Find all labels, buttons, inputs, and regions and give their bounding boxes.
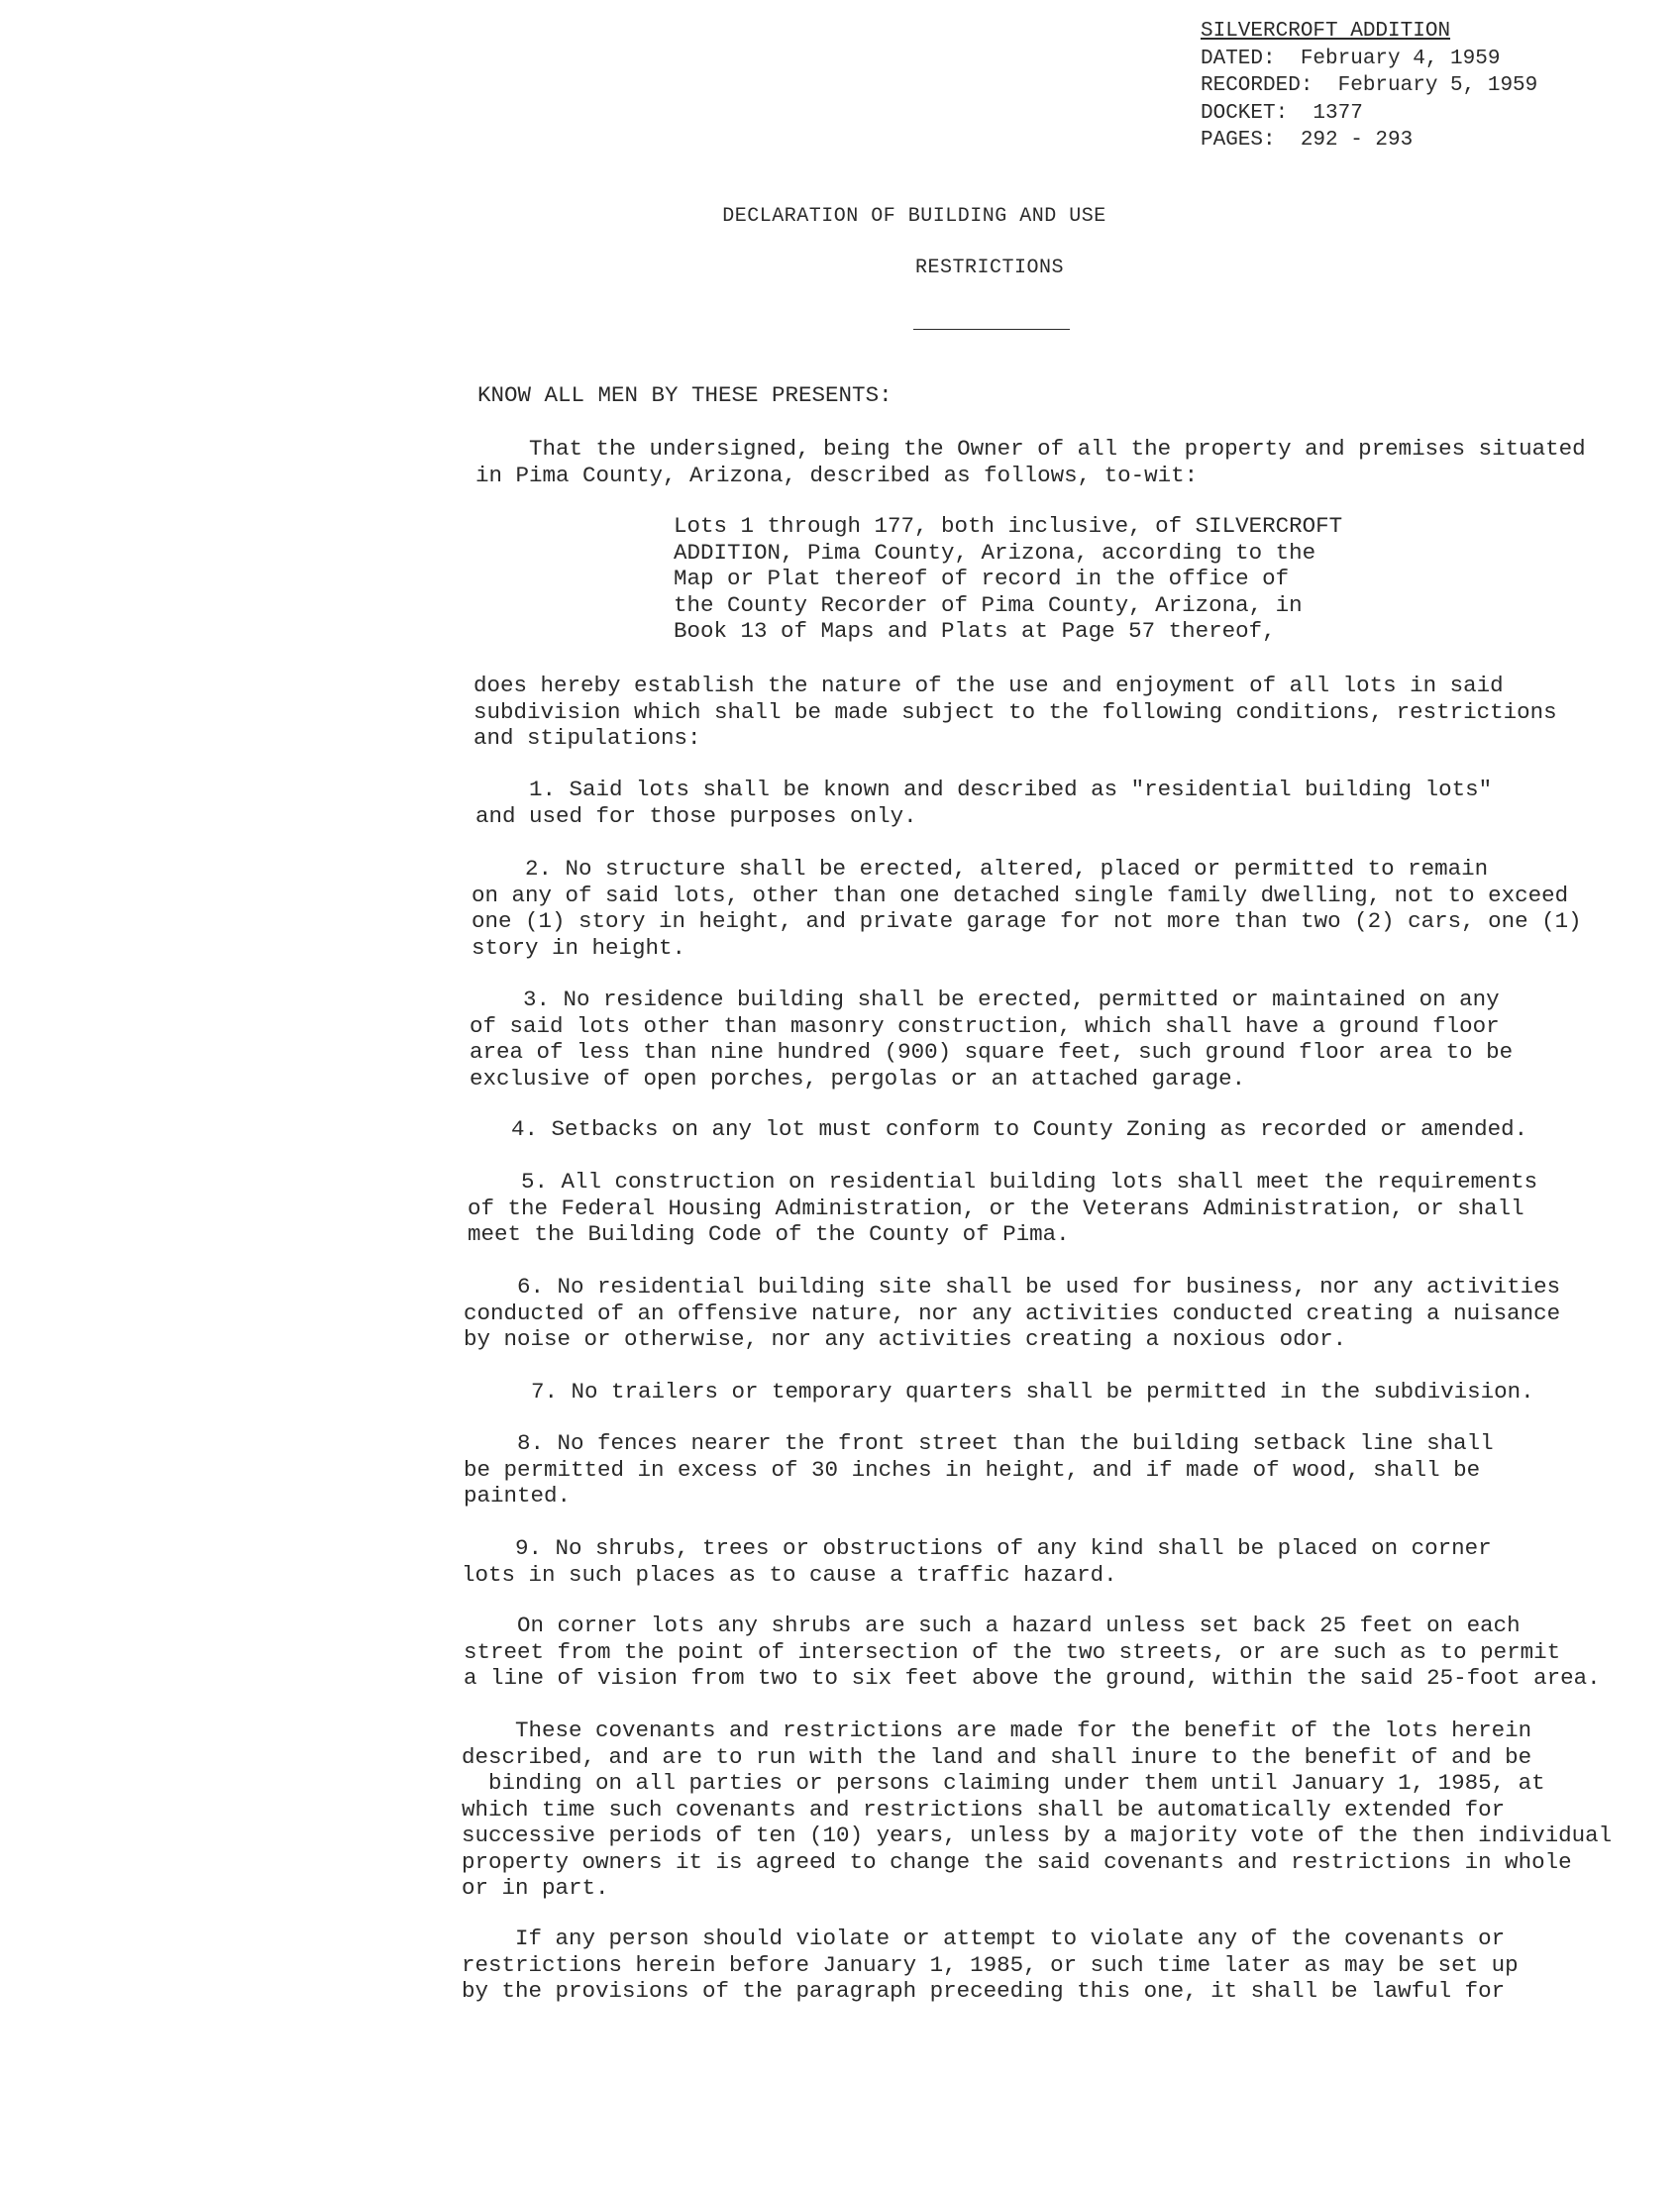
recording-header: [1201, 18, 1537, 155]
restriction-7: 7. No trailers or temporary quarters shall be permitted in the subdivision.: [531, 1379, 1534, 1405]
violation-paragraph: If any person should violate or attempt to violate any of the covenants or restrictions herein before January 1, 1985, or such time later as may be set up by the provisions of the paragraph preceeding this one, it shall be lawful for: [462, 1926, 1519, 2004]
covenants-paragraph: These covenants and restrictions are made for the benefit of the lots herein described, and are to run with the land and shall inure to the benefit of and be binding on all parties or persons claiming under them until January 1, 1985, at which time such covenants and restrictions shall be automatically extended for successive periods of ten (10) years, unless by a majority vote of the then individual property owners it is agreed to change the said covenants and restrictions in whole or in part.: [462, 1718, 1613, 1901]
intro-paragraph: That the undersigned, being the Owner of all the property and premises situated in Pima County, Arizona, described as follows, to-wit:: [475, 436, 1586, 488]
legal-description: Lots 1 through 177, both inclusive, of SILVERCROFT ADDITION, Pima County, Arizona, according to the Map or Plat thereof of record in the office of the County Recorder of Pima County, Arizona, in Book 13 of Maps and Plats at Page 57 thereof,: [674, 513, 1343, 644]
title-underline: [913, 329, 1070, 330]
restriction-8: 8. No fences nearer the front street than the building setback line shall be permitted in excess of 30 inches in height, and if made of wood, shall be painted.: [464, 1430, 1494, 1509]
subdivision-name: SILVERCROFT ADDITION: [1201, 20, 1451, 43]
restriction-9: 9. No shrubs, trees or obstructions of any kind shall be placed on corner lots in such places as to cause a traffic hazard.: [462, 1535, 1492, 1588]
restriction-2: 2. No structure shall be erected, altered, placed or permitted to remain on any of said lots, other than one detached single family dwelling, not to exceed one (1) story in height, and private garage for not more than two (2) cars, one (1) story in height.: [472, 856, 1582, 961]
dated-line: DATED: February 4, 1959: [1201, 47, 1501, 70]
recorded-line: RECORDED: February 5, 1959: [1201, 74, 1538, 97]
document-title-line-1: DECLARATION OF BUILDING AND USE: [722, 205, 1106, 228]
establish-paragraph: does hereby establish the nature of the use and enjoyment of all lots in said subdivision which shall be made subject to the following conditions, restrictions and stipulations:: [473, 673, 1557, 751]
document-title-line-2: RESTRICTIONS: [914, 257, 1065, 279]
restriction-6: 6. No residential building site shall be used for business, nor any activities conducted of an offensive nature, nor any activities conducted creating a nuisance by noise or otherwise, nor any activities creating a noxious odor.: [464, 1274, 1561, 1352]
restriction-5: 5. All construction on residential building lots shall meet the requirements of the Federal Housing Administration, or the Veterans Administration, or shall meet the Building Code of the County of Pima.: [468, 1169, 1538, 1247]
restriction-3: 3. No residence building shall be erected, permitted or maintained on any of said lots other than masonry construction, which shall have a ground floor area of less than nine hundred (900) square feet, such ground floor area to be exclusive of open porches, pergolas or an attached garage.: [470, 987, 1514, 1092]
docket-line: DOCKET: 1377: [1201, 101, 1363, 125]
salutation: KNOW ALL MEN BY THESE PRESENTS:: [477, 382, 892, 408]
restriction-1: 1. Said lots shall be known and described as "residential building lots" and used for those purposes only.: [475, 777, 1493, 829]
pages-line: PAGES: 292 - 293: [1201, 129, 1414, 152]
corner-lots-paragraph: On corner lots any shrubs are such a hazard unless set back 25 feet on each street from the point of intersection of the two streets, or are such as to permit a line of vision from two to six feet above the ground, within the said 25-foot area.: [464, 1613, 1601, 1691]
restriction-4: 4. Setbacks on any lot must conform to County Zoning as recorded or amended.: [511, 1116, 1528, 1142]
